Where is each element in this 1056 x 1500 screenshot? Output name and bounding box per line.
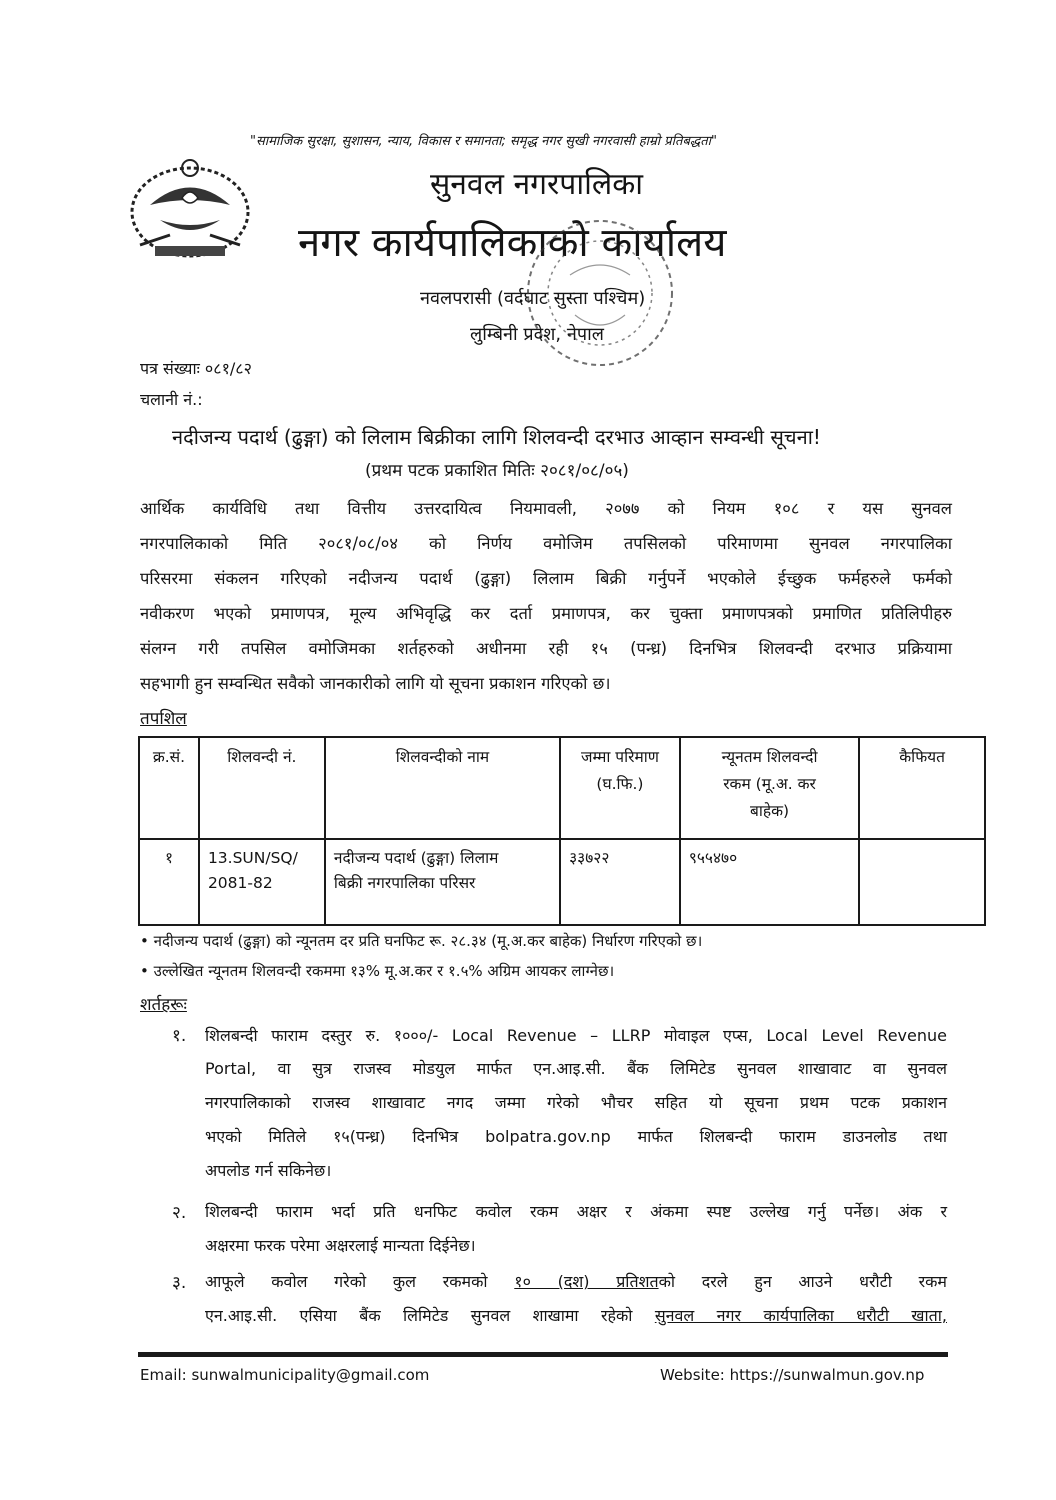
deposit-percent-text: १० (दश) प्रतिशत — [514, 1272, 659, 1291]
notice-body-line: सहभागी हुन सम्वन्धित सवैको जानकारीको लागि यो सूचना प्रकाशन गरिएको छ। — [140, 674, 611, 693]
footer-email: Email: sunwalmunicipality@gmail.com — [140, 1366, 430, 1384]
footer-divider — [138, 1352, 948, 1357]
notice-body-line: परिसरमा संकलन गरिएको नदीजन्य पदार्थ (ढुङ्गा) लिलाम बिक्री गर्नुपर्ने भएकोले ईच्छुक फर्महरुले फर्मको — [140, 569, 952, 588]
condition-line: Portal, वा सुत्र राजस्व मोडयुल मार्फत एन.आइ.सी. बैंक लिमिटेड सुनवल शाखावाट वा सुनवल — [205, 1059, 947, 1078]
notice-body-line: नगरपालिकाको मिति २०८१/०८/०४ को निर्णय वमोजिम तपसिलको परिमाणमा सुनवल नगरपालिका — [140, 534, 952, 553]
note-text: उल्लेखित न्यूनतम शिलवन्दी रकममा १३% मू.अ.कर र १.५% अग्रिम आयकर लाग्नेछ। — [153, 962, 615, 980]
col-header-remarks: कैफियत — [859, 737, 985, 839]
condition-number: ३. — [172, 1273, 187, 1293]
col-header-quantity-line: (घ.फि.) — [596, 775, 644, 794]
condition-line — [205, 1304, 947, 1326]
schedule-table — [138, 736, 986, 926]
notice-body-line: आर्थिक कार्यविधि तथा वित्तीय उत्तरदायित्व नियमावली, २०७७ को नियम १०८ र यस सुनवल — [140, 499, 952, 518]
letter-number: पत्र संख्याः ०८१/८२ — [140, 359, 252, 378]
condition-line: अपलोड गर्न सकिनेछ। — [205, 1161, 332, 1180]
note-item — [140, 931, 702, 951]
cell-name-line: नदीजन्य पदार्थ (ढुङ्गा) लिलाम — [333, 849, 499, 867]
cell-number — [199, 839, 325, 925]
cell-name — [325, 839, 560, 925]
col-header-number: शिलवन्दी नं. — [199, 737, 325, 839]
condition-line: शिलबन्दी फाराम दस्तुर रु. १०००/- Local Revenue – LLRP मोवाइल एप्स, Local Level Revenue — [205, 1026, 947, 1045]
note-item — [140, 961, 614, 981]
cell-name-line: बिक्री नगरपालिका परिसर — [333, 873, 476, 892]
col-header-quantity-line: जम्मा परिमाण — [580, 748, 659, 766]
condition-number: १. — [172, 1026, 187, 1046]
col-header-name: शिलवन्दीको नाम — [325, 737, 560, 839]
notice-title: नदीजन्य पदार्थ (ढुङ्गा) को लिलाम बिक्रीका लागि शिलवन्दी दरभाउ आव्हान सम्वन्धी सूचना! — [172, 425, 821, 449]
condition-text: आफूले कवोल गरेको कुल रकमको — [205, 1272, 515, 1291]
condition-line — [205, 1270, 947, 1292]
condition-text: एन.आइ.सी. एसिया बैंक लिमिटेड सुनवल शाखामा रहेको — [205, 1306, 655, 1325]
deposit-account-text: सुनवल नगर कार्यपालिका धरौटी खाता, — [654, 1306, 947, 1325]
office-title: नगर कार्यपालिकाको कार्यालय — [298, 220, 727, 266]
motto-text: "सामाजिक सुरक्षा, सुशासन, न्याय, विकास र समानता; समृद्ध नगर सुखी नगरवासी हाम्रो प्रतिबद्धता" — [250, 134, 718, 149]
dispatch-number: चलानी नं.: — [140, 390, 203, 409]
address-line-2: लुम्बिनी प्रदेश, नेपाल — [470, 324, 604, 345]
col-header-min-amount-line: रकम (मू.अ. कर — [723, 775, 816, 794]
footer-website: Website: https://sunwalmun.gov.np — [660, 1366, 925, 1384]
col-header-min-amount-line: बाहेक) — [750, 802, 790, 821]
table-header-row — [139, 737, 985, 839]
condition-line: शिलबन्दी फाराम भर्दा प्रति धनफिट कवोल रकम अक्षर र अंकमा स्पष्ट उल्लेख गर्नु पर्नेछ। अंक र — [205, 1202, 947, 1221]
schedule-heading: तपशिल — [140, 709, 187, 729]
condition-number: २. — [172, 1203, 187, 1223]
bullet-icon: • — [140, 932, 154, 950]
col-header-min-amount-line: न्यूनतम शिलवन्दी — [721, 748, 818, 766]
note-text: नदीजन्य पदार्थ (ढुङ्गा) को न्यूनतम दर प्रति घनफिट रू. २८.३४ (मू.अ.कर बाहेक) निर्धारण गरिएको छ। — [153, 932, 703, 950]
condition-line: अक्षरमा फरक परेमा अक्षरलाई मान्यता दिईनेछ। — [205, 1236, 476, 1255]
col-header-min-amount — [680, 737, 859, 839]
col-header-quantity — [560, 737, 680, 839]
condition-line: भएको मितिले १५(पन्ध्र) दिनभित्र bolpatra.gov.np मार्फत शिलबन्दी फाराम डाउनलोड तथा — [205, 1127, 947, 1146]
condition-line: नगरपालिकाको राजस्व शाखावाट नगद जम्मा गरेको भौचर सहित यो सूचना प्रथम पटक प्रकाशन — [205, 1093, 947, 1112]
cell-sn: १ — [139, 839, 199, 925]
cell-remarks — [859, 839, 985, 925]
address-line-1: नवलपरासी (वर्दघाट सुस्ता पश्चिम) — [420, 288, 646, 309]
cell-min-amount: ९५५४७० — [680, 839, 859, 925]
col-header-sn: क्र.सं. — [139, 737, 199, 839]
cell-number-line: 13.SUN/SQ/ — [207, 849, 298, 867]
cell-quantity: ३३७२२ — [560, 839, 680, 925]
office-stamp-icon — [515, 205, 685, 380]
first-published-date: (प्रथम पटक प्रकाशित मितिः २०८१/०८/०५) — [365, 461, 629, 481]
condition-text: को दरले हुन आउने धरौटी रकम — [658, 1272, 947, 1291]
cell-number-line: 2081-82 — [207, 873, 273, 892]
notice-body-line: संलग्न गरी तपसिल वमोजिमका शर्तहरुको अधीनमा रही १५ (पन्ध्र) दिनभित्र शिलवन्दी दरभाउ प्रक्रियामा — [140, 639, 952, 658]
office-name: सुनवल नगरपालिका — [430, 167, 644, 202]
nepal-emblem-icon — [120, 150, 260, 265]
bullet-icon: • — [140, 962, 154, 980]
notice-body-line: नवीकरण भएको प्रमाणपत्र, मूल्य अभिवृद्धि कर दर्ता प्रमाणपत्र, कर चुक्ता प्रमाणपत्रको प्रमाणित प्रतिलिपीहरु — [140, 604, 952, 623]
table-row — [139, 839, 985, 925]
conditions-heading: शर्तहरूः — [140, 995, 187, 1015]
